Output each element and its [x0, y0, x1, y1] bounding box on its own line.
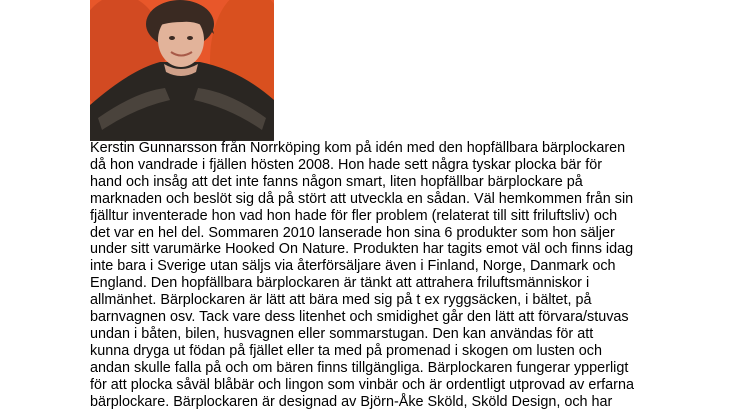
article-line: då hon vandrade i fjällen hösten 2008. Hon hade sett några tyskar plocka bär för [90, 156, 602, 173]
article-line: det var en hel del. Sommaren 2010 lanserade hon sina 6 produkter som hon säljer [90, 224, 615, 241]
article-line: England. Den hopfällbara bärplockaren är tänkt att attrahera friluftsmänniskor i [90, 275, 590, 292]
article-line: kunna dryga ut födan på fjället eller ta med på promenad i skogen om lusten och [90, 342, 602, 359]
article-line: inte bara i Sverige utan säljs via återförsäljare även i Finland, Norge, Danmark och [90, 258, 616, 275]
article-line: Kerstin Gunnarsson från Norrköping kom på idén med den hopfällbara bärplockaren [90, 140, 626, 156]
article-line: andan skulle falla på och om bären finns tillgängliga. Bärplockaren fungerar ypperligt [90, 359, 629, 376]
article-line: undan i båten, bilen, husvagnen eller sommarstugan. Den kan användas för att [90, 325, 594, 342]
article-line: fjälltur inventerade hon vad hon hade för fler problem (relaterat till sitt friluftsliv) och [90, 207, 618, 224]
portrait-photo-icon [90, 0, 274, 141]
portrait-photo [90, 0, 274, 141]
article-line: hand och insåg att det inte fanns någon smart, liten hopfällbar bärplockare på [90, 173, 583, 190]
article-text [90, 140, 730, 411]
article-line: barnvagnen osv. Tack vare dess litenhet och smidighet går den lätt att förvara/stuvas [90, 309, 629, 326]
article-line: allmänhet. Bärplockaren är lätt att bära med sig på t ex ryggsäcken, i bältet, på [90, 292, 592, 309]
article-line: marknaden och beslöt sig då på stört att utveckla en sådan. Väl hemkommen från sin [90, 190, 634, 207]
article-line: för att plocka såväl blåbär och lingon som vinbär och är ordentligt utprovad av erfarna [90, 376, 634, 393]
article-line: under sitt varumärke Hooked On Nature. Produkten har tagits emot väl och finns idag [90, 241, 634, 258]
article-line: bärplockare. Bärplockaren är designad av Björn-Åke Sköld, Sköld Design, och har [90, 393, 613, 410]
